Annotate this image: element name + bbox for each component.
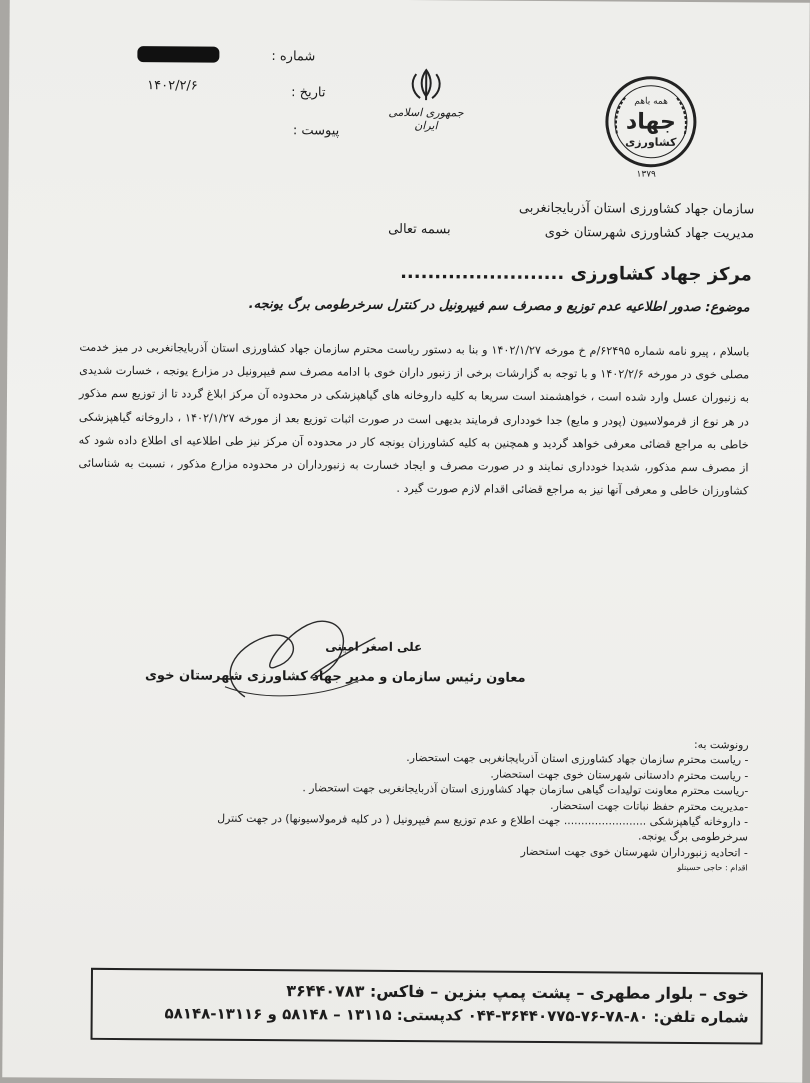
cc-list — [188, 733, 749, 876]
cc-heading: رونوشت به: — [189, 733, 749, 752]
seal-year: ۱۳۷۹ — [637, 170, 656, 180]
cc-item: - اتحادیه زنبورداران شهرستان خوی جهت استحضار — [188, 841, 748, 860]
seal-sub-text: کشاورزی — [625, 136, 677, 149]
cc-item: - داروخانه گیاهپزشکی ........................ جهت اطلاع و عدم توزیع سم فیپرونیل ( در کلیه فرمولاسیونها) در جهت کنترل — [188, 811, 748, 830]
footer-phones: شماره تلفن: ۸۰-۷۸-۷۶-۳۶۴۴۰۷۷۵-۰۴۴ کدپستی: ۱۳۱۱۵ – ۵۸۱۴۸ و ۱۳۱۱۶-۵۸۱۴۸ — [103, 1004, 749, 1027]
cc-item: - ریاست محترم دادستانی شهرستان خوی جهت استحضار. — [188, 764, 748, 783]
seal-main-text: جهاد — [626, 110, 676, 135]
cc-item: سرخرطومی برگ یونجه. — [188, 826, 748, 845]
date-value: ۱۴۰۲/۲/۶ — [147, 78, 198, 93]
signer-name: علی اصغر امینی — [325, 639, 422, 654]
cc-item: -ریاست محترم معاونت تولیدات گیاهی سازمان جهاد کشاورزی استان آذربایجانغربی جهت استحضار . — [188, 780, 748, 799]
date-label: تاریخ : — [291, 85, 325, 100]
org-line-1: سازمان جهاد کشاورزی استان آذربایجانغربی — [519, 197, 755, 223]
attachment-label: پیوست : — [293, 123, 340, 138]
number-label: شماره : — [271, 49, 315, 64]
signer-title: معاون رئیس سازمان و مدیر جهاد کشاورزی شهرستان خوی — [145, 668, 526, 686]
org-block — [519, 197, 755, 247]
jihad-seal-logo — [603, 73, 700, 170]
handwritten-signature — [205, 607, 386, 712]
letter-body: باسلام ، پیرو نامه شماره ۶۲۴۹۵/م خ مورخه ۱۴۰۲/۱/۲۷ و بنا به دستور ریاست محترم سازمان جهاد کشاورزی استان آذربایجانغربی در میز خدمت مصلی خوی در مورخه ۱۴۰۲/۲/۶ و با توجه به گزارشات برخی از زنبور داران خوی با ادامه مصرف سم فیپرونیل در مزارع یونجه ، خسارت شدیدی به زنبوران عسل وارد شده است ، خواهشمند است سریعا به کلیه داروخانه های گیاهپزشکی در محدوده آن مرکز ابلاغ گردد تا از توزیع سم مذکور در هر نوع از فرمولاسیون (پودر و مایع) جدا خودداری فرمایند بدیهی است در صورت اثبات توزیع بعد از مورخه ۱۴۰۲/۱/۲۷ ، داروخانه گیاهپزشکی خاطی به مراجع قضائی معرفی خواهد گردید و همچنین به کلیه کشاورزان یونجه کار در محدوده آن مرکز نیز طی اطلاعیه ای اطلاع داده شود که از مصرف سم مذکور، شدیدا خودداری نمایند و در صورت مصرف و ایجاد خسارت به زنبورداران در محدوده مزارع مذکور ، نسبت به شناسائی کشاورزان خاطی و معرفی آنها نیز به مراجع قضائی اقدام لازم صورت گیرد . — [78, 336, 749, 503]
cc-action: اقدام : حاجی حسینلو — [188, 857, 748, 876]
footer-address: خوی – بلوار مطهری – پشت پمپ بنزین – فاکس: ۳۶۴۴۰۷۸۳ — [103, 976, 749, 1009]
footer-contact-box — [91, 968, 763, 1045]
org-line-2: مدیریت جهاد کشاورزی شهرستان خوی — [519, 221, 755, 247]
basmala: بسمه تعالی — [388, 222, 451, 237]
seal-top-text: همه باهم — [634, 97, 668, 107]
redacted-number — [137, 46, 219, 63]
emblem-caption: جمهوری اسلامی ایران — [381, 106, 471, 133]
recipient: مرکز جهاد کشاورزی ........................ — [400, 262, 752, 285]
subject-line: موضوع: صدور اطلاعیه عدم توزیع و مصرف سم فیپرونیل در کنترل سرخرطومی برگ یونجه. — [249, 297, 750, 315]
iran-emblem — [381, 68, 471, 133]
cc-item: - ریاست محترم سازمان جهاد کشاورزی استان آذربایجانغربی جهت استحضار. — [188, 749, 748, 768]
emblem-icon — [406, 68, 446, 102]
cc-item: -مدیریت محترم حفظ نباتات جهت استحضار. — [188, 795, 748, 814]
letter-page — [2, 0, 810, 1083]
